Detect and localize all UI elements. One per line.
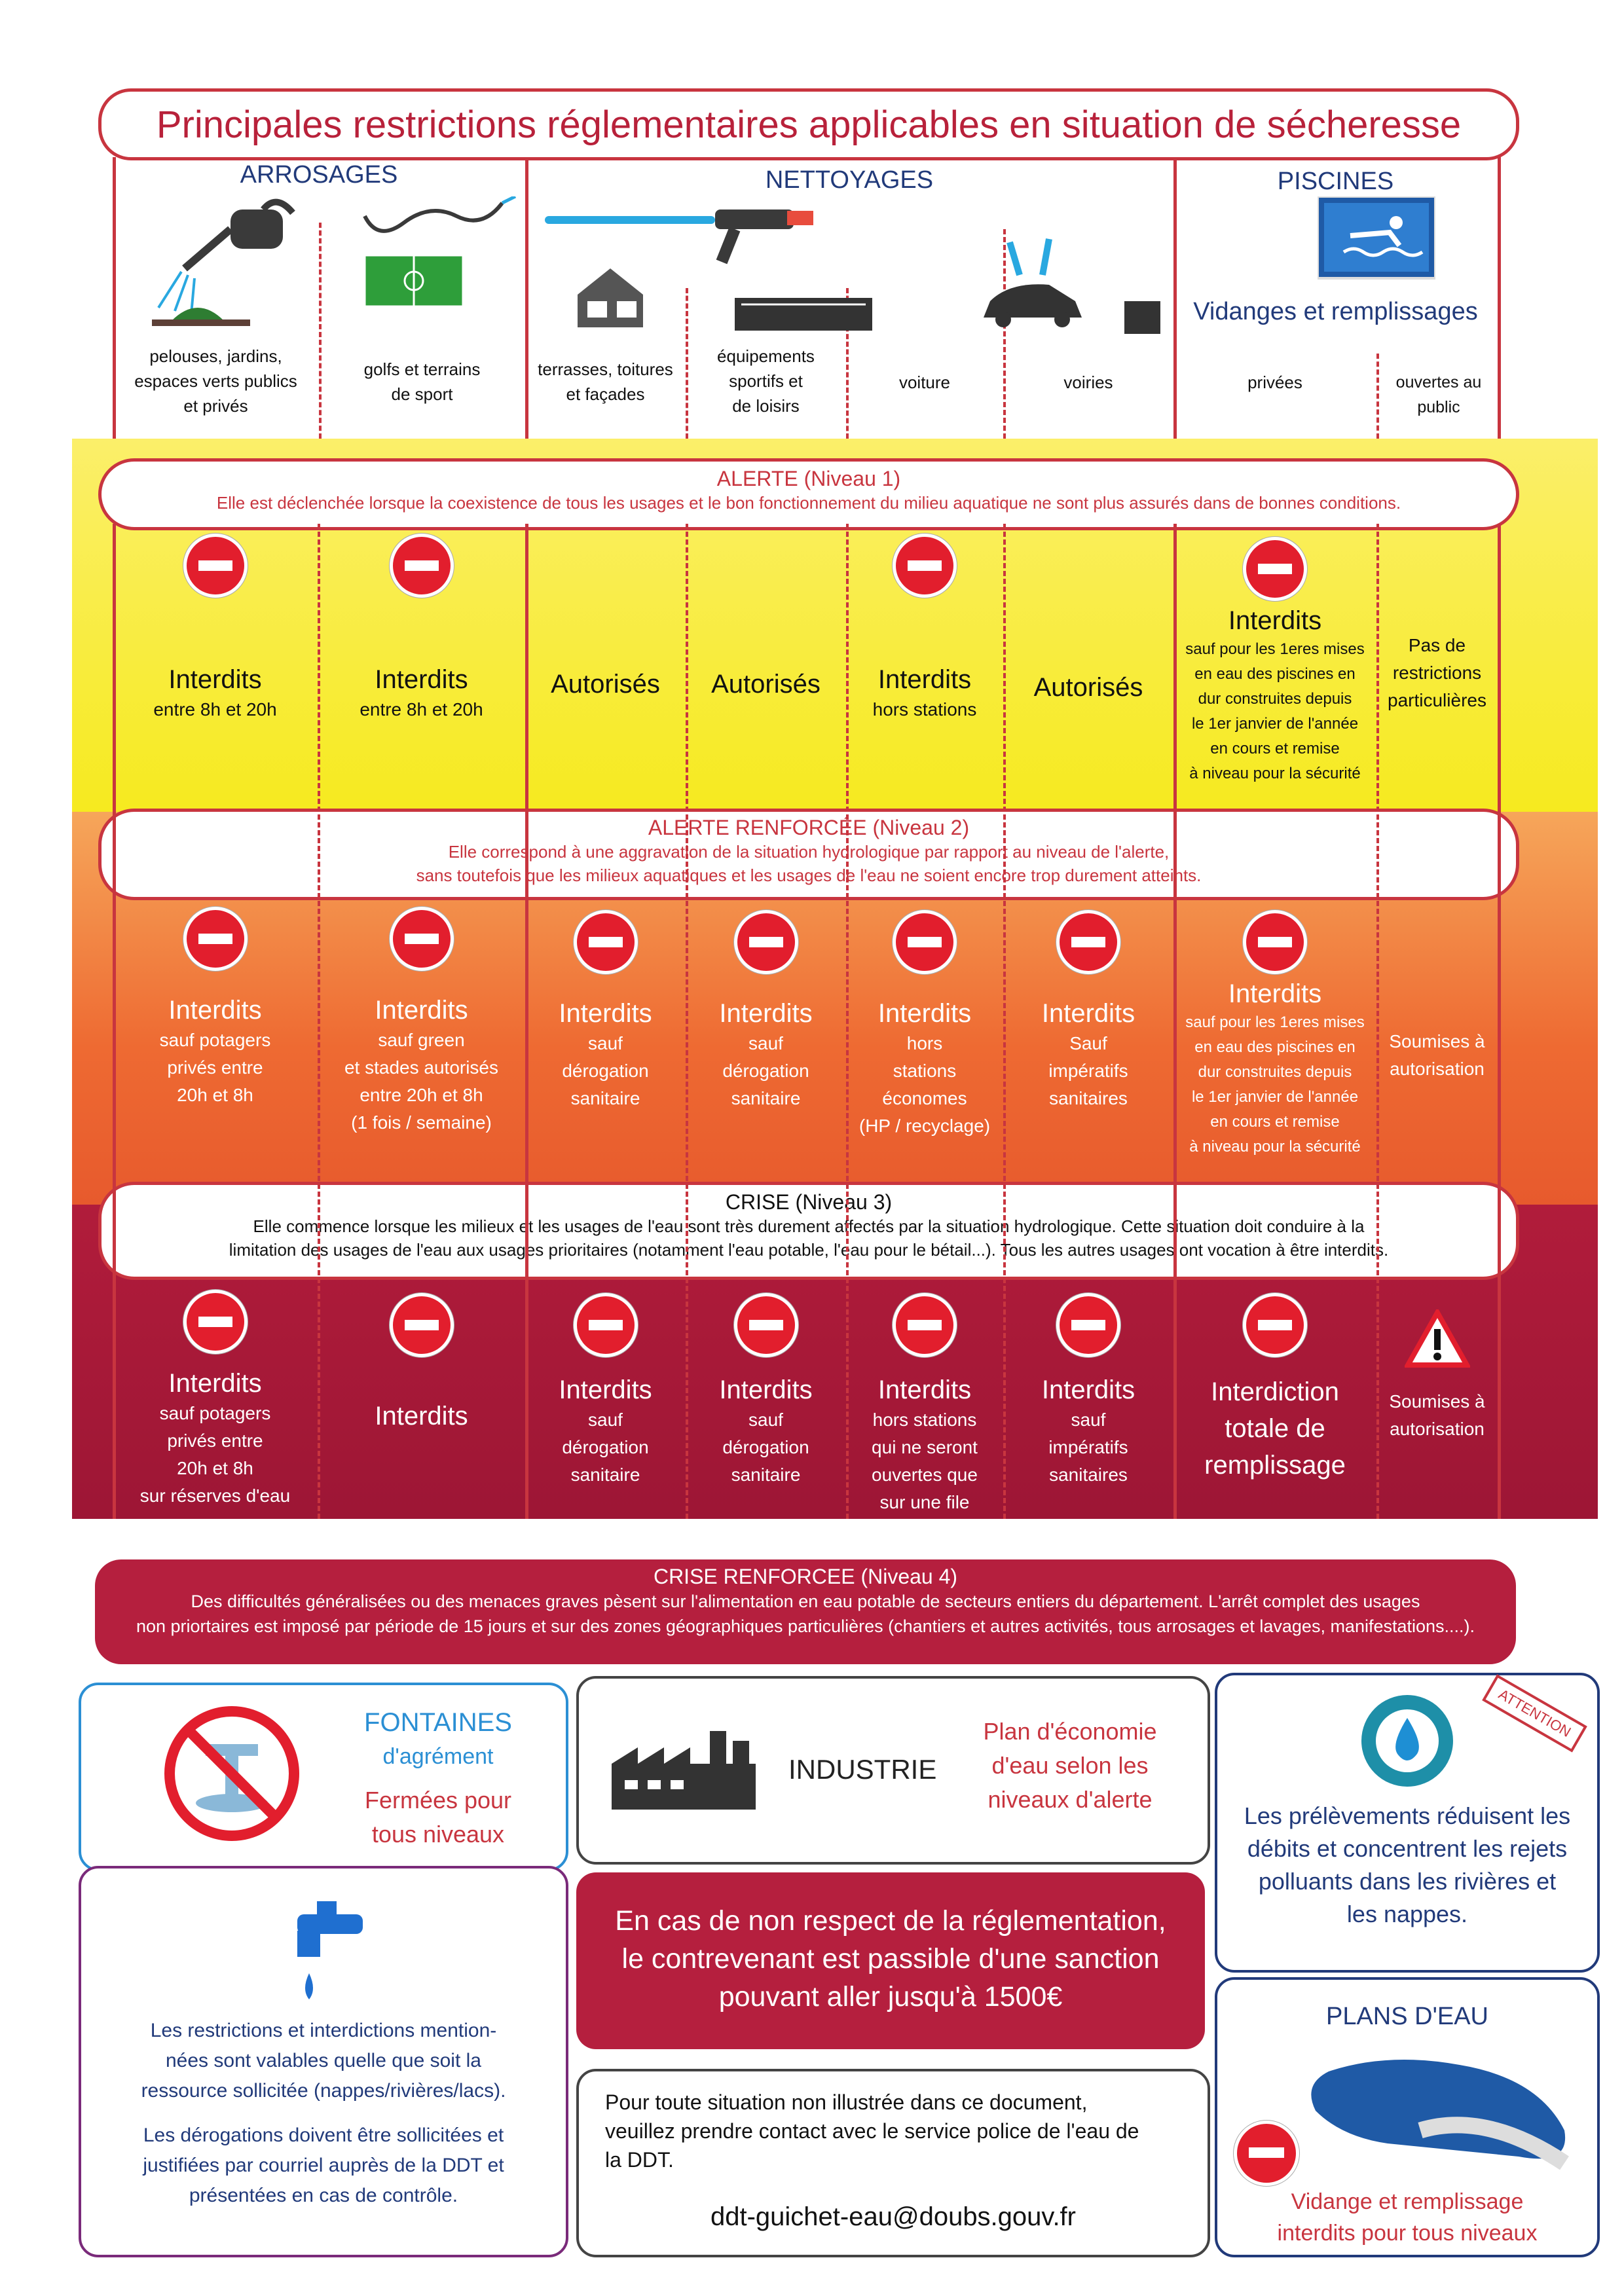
no-entry-icon (1243, 1293, 1307, 1357)
no-entry-icon (1234, 2121, 1299, 2186)
fontaines-text: Fermées pour tous niveaux (364, 1787, 512, 1848)
crise-cell-sports-equipment: Interdits sauf dérogation sanitaire (686, 1293, 846, 1489)
no-entry-icon (183, 907, 248, 971)
plans-eau-box (1215, 1977, 1600, 2257)
grid-line (1498, 524, 1501, 1519)
alerte-renforcee-cell-sports-equipment: Interdits sauf dérogation sanitaire (686, 910, 846, 1112)
restrictions-text-2: Les dérogations doivent être sollicitées et justifiées par courriel auprès de la DDT et présentées en cas de contrôle. (143, 2124, 504, 2206)
category-nettoyages: NETTOYAGES (765, 166, 934, 194)
lake-icon (1289, 2052, 1584, 2176)
no-entry-icon (183, 534, 248, 598)
contact-email-link[interactable]: ddt-guichet-eau@doubs.gouv.fr (710, 2202, 1076, 2231)
usage-lawns: pelouses, jardins, espaces verts publics et privés (134, 346, 297, 416)
no-entry-icon (1056, 1293, 1120, 1357)
attention-badge: ATTENTION (1482, 1674, 1587, 1752)
usage-golf: golfs et terrains de sport (363, 359, 481, 404)
page-title: Principales restrictions réglementaires applicables en situation de sécheresse (98, 88, 1519, 160)
alerte-title: ALERTE (Niveau 1) (716, 467, 901, 490)
crise-cell-public-pools: Soumises à autorisation (1376, 1309, 1498, 1443)
crise-cell-private-pools: Interdiction totale de remplissage (1173, 1293, 1376, 1484)
plans-eau-title: PLANS D'EAU (1325, 2003, 1488, 2030)
no-entry-icon (183, 1290, 248, 1354)
alerte-cell-car: Interdits hors stations (846, 534, 1003, 723)
alerte-renforcee-description-2: sans toutefois que les milieux aquatiques et les usages de l'eau ne soient encore trop durement atteints. (416, 866, 1202, 885)
crise-cell-roads: Interdits sauf impératifs sanitaires (1003, 1293, 1173, 1489)
fontaines-title: FONTAINES (364, 1708, 512, 1737)
usage-sports-equipment: équipements sportifs et de loisirs (717, 346, 815, 416)
attention-text: Les prélèvements réduisent les débits et concentrent les rejets polluants dans les rivières et les nappes. (1244, 1802, 1571, 1927)
no-entry-icon (574, 910, 638, 974)
no-entry-icon (390, 1293, 454, 1357)
no-entry-icon (734, 1293, 798, 1357)
no-entry-icon (1243, 537, 1307, 601)
crise-cell-golf: Interdits (318, 1293, 525, 1432)
category-arrosages: ARROSAGES (240, 161, 398, 189)
cleaning-icons (538, 203, 1160, 334)
alerte-cell-lawns: Interdits entre 8h et 20h (113, 534, 318, 723)
no-entry-icon (1056, 910, 1120, 974)
alerte-cell-golf: Interdits entre 8h et 20h (318, 534, 525, 723)
plans-eau-text: Vidange et remplissage interdits pour tous niveaux (1277, 2189, 1538, 2246)
industrie-text: Plan d'économie d'eau selon les niveaux d'alerte (983, 1718, 1157, 1813)
no-entry-icon (893, 910, 957, 974)
crise-renforcee-description-1: Des difficultés généralisées ou des menaces graves pèsent sur l'alimentation en eau potable de secteurs entiers du département. L'arrêt complet des usages (191, 1592, 1420, 1611)
pool-swimmer-icon (1318, 196, 1435, 282)
piscines-subtitle: Vidanges et remplissages (1193, 298, 1478, 325)
industrie-title: INDUSTRIE (788, 1754, 937, 1785)
sports-field-hose-icon (352, 196, 522, 308)
no-entry-icon (390, 534, 454, 598)
sanction-box (576, 1872, 1205, 2049)
watering-can-icon (145, 196, 316, 327)
alerte-description: Elle est déclenchée lorsque la coexistence de tous les usages et le bon fonctionnement du milieu aquatique ne sont plus assurés dans de bonnes conditions. (216, 493, 1401, 513)
alerte-renforcee-cell-public-pools: Soumises à autorisation (1389, 1031, 1485, 1079)
no-entry-icon (574, 1293, 638, 1357)
crise-cell-terraces: Interdits sauf dérogation sanitaire (525, 1293, 686, 1489)
crise-renforcee-description-2: non priortaires est imposé par période de 15 jours et sur des zones géographiques particulières (chantiers et autres activités, tous arrosages et lavages, manifestations....). (136, 1616, 1475, 1636)
no-entry-icon (1243, 910, 1307, 974)
alerte-level-box (98, 458, 1519, 530)
tap-icon (291, 1895, 369, 2006)
sanction-text: En cas de non respect de la réglementation, le contrevenant est passible d'une sanction pouvant aller jusqu'à 1500€ (615, 1905, 1166, 2013)
no-fountain-icon (160, 1698, 304, 1849)
warning-icon (1405, 1309, 1470, 1368)
no-entry-icon (390, 907, 454, 971)
crise-description-2: limitation des usages de l'eau aux usages prioritaires (notamment l'eau potable, l'eau pour le bétail...). Tous les autres usages ont vocation à être interdits. (229, 1240, 1389, 1260)
alerte-renforcee-cell-lawns: Interdits sauf potagers privés entre 20h et 8h (113, 907, 318, 1109)
alerte-renforcee-cell-terraces: Interdits sauf dérogation sanitaire (525, 910, 686, 1112)
no-entry-icon (893, 1293, 957, 1357)
alerte-renforcee-description-1: Elle correspond à une aggravation de la situation hydrologique par rapport au niveau de l'alerte, (448, 842, 1170, 862)
alerte-cell-roads: Autorisés (1033, 673, 1143, 702)
alerte-renforcee-title: ALERTE RENFORCÉE (Niveau 2) (648, 816, 970, 839)
alerte-renforcee-cell-car: Interdits hors stations économes (HP / recyclage) (846, 910, 1003, 1140)
crise-level-box (98, 1182, 1519, 1280)
alerte-cell-sports-equipment: Autorisés (711, 670, 821, 699)
contact-text: Pour toute situation non illustrée dans ce document, veuillez prendre contact avec le service police de l'eau de la DDT. (605, 2090, 1139, 2172)
crise-renforcee-box (95, 1559, 1516, 1664)
crise-cell-car: Interdits hors stations qui ne seront ouvertes que sur une file (846, 1293, 1003, 1516)
usage-roads: voiries (1063, 373, 1113, 392)
industrie-box (576, 1676, 1210, 1865)
alerte-renforcee-cell-golf: Interdits sauf green et stades autorisés entre 20h et 8h (1 fois / semaine) (318, 907, 525, 1137)
usage-header (113, 157, 1501, 439)
alerte-cell-private-pools: Interdits sauf pour les 1eres mises en eau des piscines en dur construites depuis le 1er janvier de l'année en cours et remise à niveau pour la sécurité (1173, 537, 1376, 786)
usage-terraces: terrasses, toitures et façades (538, 359, 673, 404)
usage-private-pools: privées (1247, 373, 1302, 392)
water-drop-icon (1358, 1692, 1456, 1790)
usage-car: voiture (898, 373, 951, 392)
alerte-renforcee-cell-roads: Interdits Sauf impératifs sanitaires (1003, 910, 1173, 1112)
contact-box (576, 2069, 1210, 2257)
factory-icon (605, 1724, 762, 1810)
category-piscines: PISCINES (1277, 168, 1394, 195)
attention-box (1215, 1673, 1600, 1973)
fontaines-box (79, 1683, 568, 1871)
alerte-renforcee-cell-private-pools: Interdits sauf pour les 1eres mises en eau des piscines en dur construites depuis le 1er janvier de l'année en cours et remise à niveau pour la sécurité (1173, 910, 1376, 1159)
alerte-cell-terraces: Autorisés (551, 670, 660, 699)
restrictions-text-1: Les restrictions et interdictions mention- nées sont valables quelle que soit la ressource sollicitée (nappes/rivières/lacs). (141, 2020, 506, 2102)
usage-public-pools: ouvertes au public (1395, 373, 1482, 416)
restrictions-box (79, 1866, 568, 2257)
no-entry-icon (734, 910, 798, 974)
alerte-cell-public-pools: Pas de restrictions particulières (1388, 635, 1486, 710)
no-entry-icon (893, 534, 957, 598)
crise-title: CRISE (Niveau 3) (725, 1190, 893, 1214)
crise-renforcee-title: CRISE RENFORCEE (Niveau 4) (653, 1565, 958, 1588)
fontaines-subtitle: d'agrément (382, 1744, 494, 1769)
crise-description-1: Elle commence lorsque les milieux et les usages de l'eau sont très durement affectés par la situation hydrologique. Cette situation doit conduire à la (253, 1216, 1365, 1236)
alerte-renforcee-level-box (98, 809, 1519, 900)
crise-cell-lawns: Interdits sauf potagers privés entre 20h et 8h sur réserves d'eau (113, 1290, 318, 1510)
